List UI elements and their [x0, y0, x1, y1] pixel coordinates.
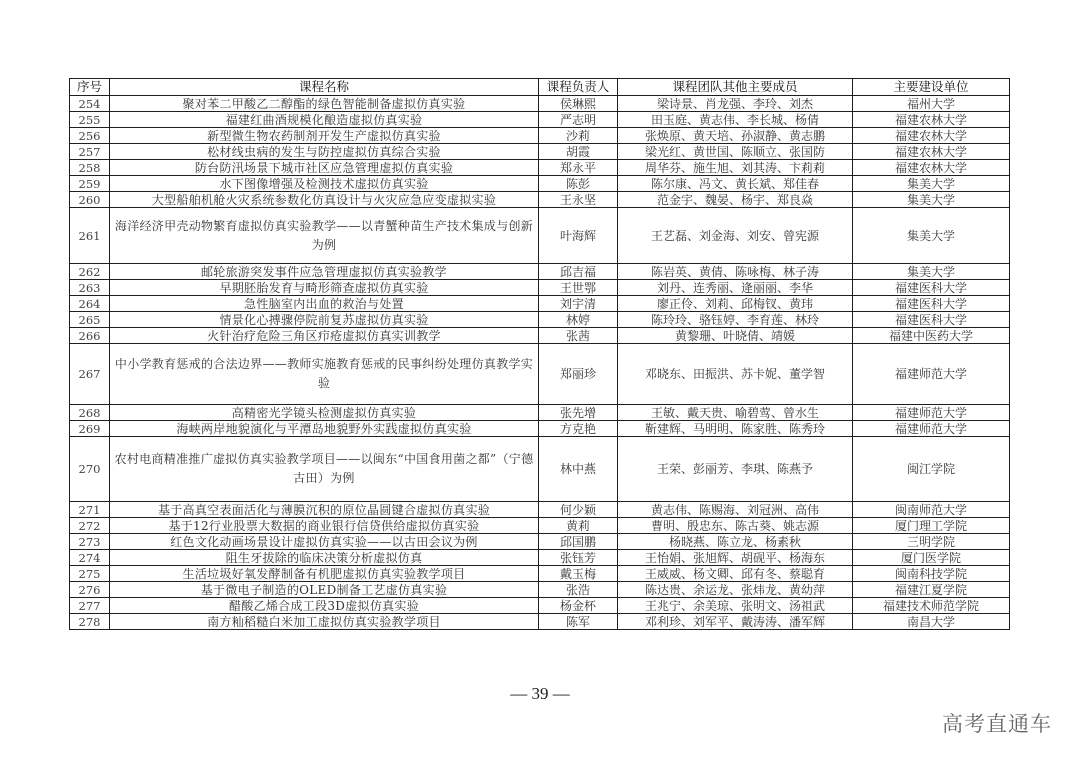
cell-team-members: 王荣、彭丽芳、李琪、陈燕予	[618, 437, 853, 502]
cell-institution: 福建师范大学	[853, 405, 1010, 421]
cell-course-name: 福建红曲酒规模化酿造虚拟仿真实验	[110, 112, 539, 128]
cell-team-members: 周华芬、施生旭、刘其涛、卞莉莉	[618, 160, 853, 176]
cell-course-leader: 王世鄂	[539, 280, 618, 296]
table-row	[70, 405, 1010, 421]
header-institution: 主要建设单位	[853, 79, 1010, 96]
table-row	[70, 312, 1010, 328]
table-row	[70, 437, 1010, 502]
cell-course-name: 醋酸乙烯合成工段3D虚拟仿真实验	[110, 598, 539, 614]
cell-team-members: 王怡娟、张旭辉、胡砚平、杨海东	[618, 550, 853, 566]
cell-course-name: 水下图像增强及检测技术虚拟仿真实验	[110, 176, 539, 192]
cell-institution: 福建江夏学院	[853, 582, 1010, 598]
cell-institution: 厦门医学院	[853, 550, 1010, 566]
cell-serial-number: 270	[70, 437, 110, 502]
cell-course-leader: 邱吉福	[539, 264, 618, 280]
table-row	[70, 534, 1010, 550]
table-row	[70, 598, 1010, 614]
course-table	[69, 78, 1010, 630]
cell-course-name: 基于12行业股票大数据的商业银行信贷供给虚拟仿真实验	[110, 518, 539, 534]
cell-serial-number: 255	[70, 112, 110, 128]
cell-course-name: 农村电商精准推广虚拟仿真实验教学项目——以闽东“中国食用菌之都”（宁德古田）为例	[110, 437, 539, 502]
table-row	[70, 614, 1010, 630]
table-row	[70, 502, 1010, 518]
cell-course-leader: 陈军	[539, 614, 618, 630]
cell-course-name: 阻生牙拔除的临床决策分析虚拟仿真	[110, 550, 539, 566]
cell-course-leader: 胡霞	[539, 144, 618, 160]
cell-course-name: 急性脑室内出血的救治与处置	[110, 296, 539, 312]
cell-team-members: 田玉庭、黄志伟、李长城、杨倩	[618, 112, 853, 128]
cell-team-members: 曹明、殷忠东、陈古葵、姚志源	[618, 518, 853, 534]
cell-course-name: 红色文化动画场景设计虚拟仿真实验——以古田会议为例	[110, 534, 539, 550]
cell-serial-number: 254	[70, 96, 110, 112]
cell-team-members: 靳建辉、马明明、陈家胜、陈秀玲	[618, 421, 853, 437]
cell-serial-number: 264	[70, 296, 110, 312]
cell-team-members: 邓晓东、田振洪、苏卡妮、董学智	[618, 344, 853, 405]
cell-course-name: 聚对苯二甲酸乙二醇酯的绿色智能制备虚拟仿真实验	[110, 96, 539, 112]
cell-course-name: 高精密光学镜头检测虚拟仿真实验	[110, 405, 539, 421]
cell-institution: 集美大学	[853, 192, 1010, 208]
cell-team-members: 王兆宁、余美琼、张明文、汤祖武	[618, 598, 853, 614]
cell-team-members: 王威威、杨文卿、邱有冬、蔡聪育	[618, 566, 853, 582]
cell-serial-number: 262	[70, 264, 110, 280]
table-row	[70, 518, 1010, 534]
cell-institution: 集美大学	[853, 264, 1010, 280]
cell-institution: 福建农林大学	[853, 160, 1010, 176]
table-row	[70, 144, 1010, 160]
cell-serial-number: 275	[70, 566, 110, 582]
cell-serial-number: 263	[70, 280, 110, 296]
cell-institution: 福建医科大学	[853, 312, 1010, 328]
cell-team-members: 邓利珍、刘军平、戴涛涛、潘军辉	[618, 614, 853, 630]
cell-course-name: 基于微电子制造的OLED制备工艺虚仿真实验	[110, 582, 539, 598]
cell-course-leader: 侯琳熙	[539, 96, 618, 112]
cell-serial-number: 260	[70, 192, 110, 208]
cell-course-leader: 杨金杯	[539, 598, 618, 614]
cell-serial-number: 271	[70, 502, 110, 518]
cell-team-members: 陈玲玲、骆钰婷、李育莲、林玲	[618, 312, 853, 328]
cell-institution: 福州大学	[853, 96, 1010, 112]
cell-institution: 厦门理工学院	[853, 518, 1010, 534]
cell-course-name: 早期胚胎发育与畸形筛查虚拟仿真实验	[110, 280, 539, 296]
cell-serial-number: 268	[70, 405, 110, 421]
cell-course-leader: 沙莉	[539, 128, 618, 144]
cell-institution: 福建医科大学	[853, 296, 1010, 312]
cell-course-leader: 戴玉梅	[539, 566, 618, 582]
table-row	[70, 582, 1010, 598]
cell-serial-number: 272	[70, 518, 110, 534]
cell-institution: 福建农林大学	[853, 112, 1010, 128]
cell-course-name: 海峡两岸地貌演化与平潭岛地貌野外实践虚拟仿真实验	[110, 421, 539, 437]
cell-institution: 福建农林大学	[853, 128, 1010, 144]
cell-team-members: 刘丹、连秀丽、逄丽丽、李华	[618, 280, 853, 296]
table-row	[70, 128, 1010, 144]
cell-serial-number: 276	[70, 582, 110, 598]
cell-serial-number: 261	[70, 208, 110, 264]
table-row	[70, 344, 1010, 405]
cell-serial-number: 257	[70, 144, 110, 160]
cell-team-members: 王艺磊、刘金海、刘安、曾宪源	[618, 208, 853, 264]
table-body	[70, 96, 1010, 630]
cell-course-name: 生活垃圾好氧发酵制备有机肥虚拟仿真实验教学项目	[110, 566, 539, 582]
cell-course-leader: 张钰芳	[539, 550, 618, 566]
page-number: — 39 —	[510, 684, 570, 703]
cell-serial-number: 278	[70, 614, 110, 630]
cell-team-members: 陈岩英、黄倩、陈咏梅、林子涛	[618, 264, 853, 280]
cell-course-leader: 何少颖	[539, 502, 618, 518]
cell-course-leader: 张茜	[539, 328, 618, 344]
cell-serial-number: 274	[70, 550, 110, 566]
cell-course-name: 防台防汛场景下城市社区应急管理虚拟仿真实验	[110, 160, 539, 176]
cell-serial-number: 273	[70, 534, 110, 550]
header-serial-number: 序号	[70, 79, 110, 96]
cell-course-leader: 张浩	[539, 582, 618, 598]
table-row	[70, 264, 1010, 280]
cell-team-members: 王敏、戴天贵、喻碧莺、曾水生	[618, 405, 853, 421]
cell-team-members: 梁诗景、肖龙强、李玲、刘杰	[618, 96, 853, 112]
cell-institution: 集美大学	[853, 176, 1010, 192]
cell-institution: 集美大学	[853, 208, 1010, 264]
cell-team-members: 范金宇、魏晏、杨宇、郑良焱	[618, 192, 853, 208]
table-row	[70, 550, 1010, 566]
cell-institution: 闽南师范大学	[853, 502, 1010, 518]
table-row	[70, 280, 1010, 296]
cell-team-members: 梁光红、黄世国、陈顺立、张国防	[618, 144, 853, 160]
cell-institution: 福建师范大学	[853, 344, 1010, 405]
table-row	[70, 96, 1010, 112]
cell-serial-number: 277	[70, 598, 110, 614]
cell-course-leader: 王永坚	[539, 192, 618, 208]
cell-course-leader: 郑丽珍	[539, 344, 618, 405]
cell-institution: 福建农林大学	[853, 144, 1010, 160]
cell-institution: 三明学院	[853, 534, 1010, 550]
cell-serial-number: 259	[70, 176, 110, 192]
watermark: 高考直通车	[942, 712, 1052, 736]
table-row	[70, 566, 1010, 582]
table-row	[70, 328, 1010, 344]
cell-course-leader: 邱国鹏	[539, 534, 618, 550]
cell-course-leader: 叶海辉	[539, 208, 618, 264]
cell-serial-number: 258	[70, 160, 110, 176]
cell-institution: 福建技术师范学院	[853, 598, 1010, 614]
cell-course-name: 情景化心搏骤停院前复苏虚拟仿真实验	[110, 312, 539, 328]
cell-course-name: 大型船舶机舱火灾系统参数化仿真设计与火灾应急应变虚拟实验	[110, 192, 539, 208]
cell-institution: 福建中医药大学	[853, 328, 1010, 344]
cell-serial-number: 256	[70, 128, 110, 144]
cell-team-members: 张焕原、黄天培、孙淑静、黄志鹏	[618, 128, 853, 144]
table-row	[70, 192, 1010, 208]
cell-team-members: 陈尔康、冯文、黄长斌、郑佳春	[618, 176, 853, 192]
cell-course-name: 火针治疗危险三角区疖疮虚拟仿真实训教学	[110, 328, 539, 344]
table-row	[70, 421, 1010, 437]
cell-institution: 福建医科大学	[853, 280, 1010, 296]
cell-institution: 闽江学院	[853, 437, 1010, 502]
cell-course-name: 中小学教育惩戒的合法边界——教师实施教育惩戒的民事纠纷处理仿真教学实验	[110, 344, 539, 405]
cell-course-leader: 陈彭	[539, 176, 618, 192]
cell-course-name: 海洋经济甲壳动物繁育虚拟仿真实验教学——以青蟹种苗生产技术集成与创新为例	[110, 208, 539, 264]
table-row	[70, 160, 1010, 176]
cell-institution: 南昌大学	[853, 614, 1010, 630]
table-row	[70, 112, 1010, 128]
table-row	[70, 176, 1010, 192]
cell-team-members: 陈达贵、余运龙、张炜龙、黄幼萍	[618, 582, 853, 598]
cell-serial-number: 269	[70, 421, 110, 437]
cell-serial-number: 267	[70, 344, 110, 405]
cell-course-leader: 黄莉	[539, 518, 618, 534]
cell-serial-number: 265	[70, 312, 110, 328]
table-header-row	[70, 79, 1010, 96]
cell-course-leader: 张先增	[539, 405, 618, 421]
cell-course-leader: 林中燕	[539, 437, 618, 502]
cell-institution: 福建师范大学	[853, 421, 1010, 437]
cell-course-leader: 郑永平	[539, 160, 618, 176]
cell-course-name: 基于高真空表面活化与薄膜沉积的原位晶圆键合虚拟仿真实验	[110, 502, 539, 518]
cell-course-leader: 刘宇清	[539, 296, 618, 312]
cell-institution: 闽南科技学院	[853, 566, 1010, 582]
table-row	[70, 296, 1010, 312]
header-team-members: 课程团队其他主要成员	[618, 79, 853, 96]
cell-course-leader: 林婷	[539, 312, 618, 328]
cell-team-members: 廖正伶、刘莉、邱梅钗、黄玮	[618, 296, 853, 312]
cell-course-leader: 严志明	[539, 112, 618, 128]
header-course-name: 课程名称	[110, 79, 539, 96]
cell-course-name: 松材线虫病的发生与防控虚拟仿真综合实验	[110, 144, 539, 160]
cell-course-leader: 方克艳	[539, 421, 618, 437]
cell-team-members: 黄黎珊、叶晓倩、靖媛	[618, 328, 853, 344]
cell-course-name: 南方籼稻糙白米加工虚拟仿真实验教学项目	[110, 614, 539, 630]
header-course-leader: 课程负责人	[539, 79, 618, 96]
cell-course-name: 邮轮旅游突发事件应急管理虚拟仿真实验教学	[110, 264, 539, 280]
cell-team-members: 黄志伟、陈赐海、刘冠洲、高伟	[618, 502, 853, 518]
table-row	[70, 208, 1010, 264]
cell-serial-number: 266	[70, 328, 110, 344]
cell-course-name: 新型微生物农药制剂开发生产虚拟仿真实验	[110, 128, 539, 144]
cell-team-members: 杨晓燕、陈立龙、杨素秋	[618, 534, 853, 550]
course-table-container	[69, 78, 1009, 630]
